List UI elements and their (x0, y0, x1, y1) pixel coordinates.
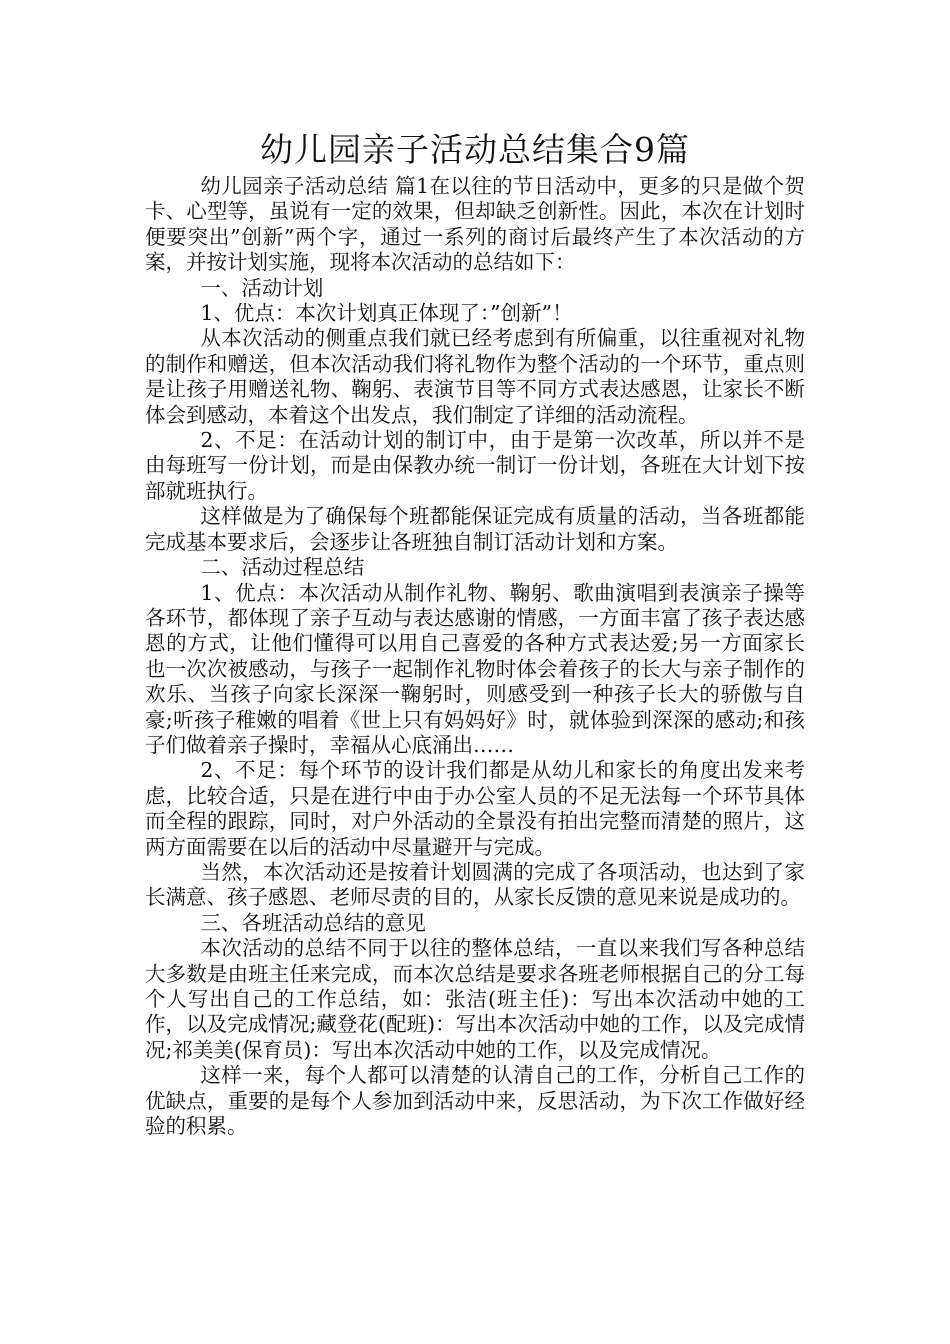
section-heading-plan: 一、活动计划 (200, 275, 324, 300)
paragraph-class-summary: 本次活动的总结不同于以往的整体总结，一直以来我们写各种总结大多数是由班主任来完成，而本次总结是要求各班老师根据自己的分工每个人写出自己的工作总结，如：张洁(班主任)：写出本次活动中她的工作，以及完成情况;藏登花(配班)：写出本次活动中她的工作，以及完成情况;祁美美(保育员)：写出本次活动中她的工作，以及完成情况。 (145, 936, 805, 1062)
paragraph-plan-reason: 这样做是为了确保每个班都能保证完成有质量的活动，当各班都能完成基本要求后，会逐步让各班独自制订活动计划和方案。 (145, 504, 805, 554)
paragraph-plan-advantage: 1、优点：本次计划真正体现了：”创新”！ (200, 301, 573, 326)
section-heading-class-summary: 三、各班活动总结的意见 (200, 910, 426, 935)
paragraph-process-shortcoming: 2、不足：每个环节的设计我们都是从幼儿和家长的角度出发来考虑，比较合适，只是在进行中由于办公室人员的不足无法每一个环节具体而全程的跟踪，同时，对户外活动的全景没有拍出完整而清楚的照片，这两方面需要在以后的活动中尽量避开与完成。 (145, 758, 805, 859)
paragraph-process-advantage: 1、优点：本次活动从制作礼物、鞠躬、歌曲演唱到表演亲子操等各环节，都体现了亲子互动与表达感谢的情感，一方面丰富了孩子表达感恩的方式，让他们懂得可以用自己喜爱的各种方式表达爱;另一方面家长也一次次被感动，与孩子一起制作礼物时体会着孩子的长大与亲子制作的欢乐、当孩子向家长深深一鞠躬时，则感受到一种孩子长大的骄傲与自豪;听孩子稚嫩的唱着《世上只有妈妈好》时，就体验到深深的感动;和孩子们做着亲子操时，幸福从心底涌出…… (145, 580, 805, 757)
paragraph-process-conclusion: 当然，本次活动还是按着计划圆满的完成了各项活动，也达到了家长满意、孩子感恩、老师尽责的目的，从家长反馈的意见来说是成功的。 (145, 859, 805, 910)
document-title: 幼儿园亲子活动总结集合9篇 (260, 130, 690, 169)
paragraph-intro: 幼儿园亲子活动总结 篇1在以往的节日活动中，更多的只是做个贺卡、心型等，虽说有一定的效果，但却缺乏创新性。因此，本次在计划时便要突出”创新”两个字，通过一系列的商讨后最终产生了本次活动的方案，并按计划实施，现将本次活动的总结如下： (145, 174, 805, 275)
section-heading-process: 二、活动过程总结 (200, 555, 365, 580)
paragraph-plan-shortcoming: 2、不足：在活动计划的制订中，由于是第一次改革，所以并不是由每班写一份计划，而是由保教办统一制订一份计划，各班在大计划下按部就班执行。 (145, 428, 805, 503)
paragraph-closing: 这样一来，每个人都可以清楚的认清自己的工作，分析自己工作的优缺点，重要的是每个人参加到活动中来，反思活动，为下次工作做好经验的积累。 (145, 1063, 805, 1139)
document-body (145, 174, 805, 1139)
paragraph-plan-detail: 从本次活动的侧重点我们就已经考虑到有所偏重，以往重视对礼物的制作和赠送，但本次活动我们将礼物作为整个活动的一个环节，重点则是让孩子用赠送礼物、鞠躬、表演节目等不同方式表达感恩，让家长不断体会到感动，本着这个出发点，我们制定了详细的活动流程。 (145, 326, 805, 427)
